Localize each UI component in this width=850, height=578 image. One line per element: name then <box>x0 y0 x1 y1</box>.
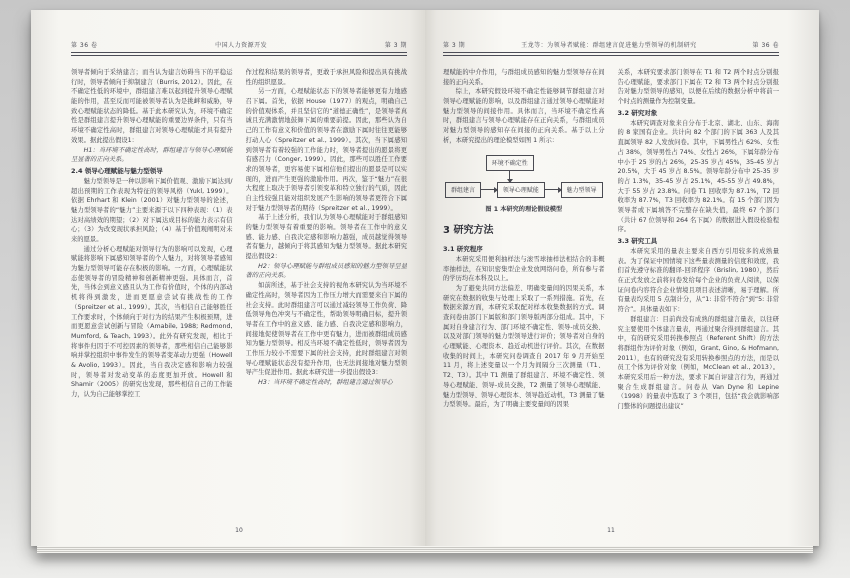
right-arrow-icon <box>481 189 497 190</box>
page-left <box>31 10 425 546</box>
header-rule <box>443 52 779 56</box>
down-arrow-icon <box>509 171 510 182</box>
paragraph: 本研究调查对象来自分布于北京、湖北、山东、海南的 8 家国有企业。共计向 82 个部门的下属 363 人及其直属领导 82 人发放问卷。其中，下属男性占 62%、女性占 38%，领导男性占 74%、女性占 26%，下属年龄分布中小于 25 岁的占 26%，25-35 岁占 45%，35-45 岁占 20.5%，大于 45 岁占 8.5%。领导年龄分布中 25-35 岁的占 1.3%，35-45 岁占 25.1%，45-55 岁占 49.8%，大于 55 岁占 23.8%。问卷 T1 回收率为 87.1%，T2 回收率为 87.7%，T3 回收率为 82.1%。有 15 个部门因为领导者或下属填答不完整存在缺失值，最终 67 个部门（共计 67 位领导和 264 名下属）的数据进入假设检验程序。 <box>617 119 779 234</box>
text-columns-right-page <box>443 68 779 500</box>
page-number-right: 11 <box>607 527 615 534</box>
hypothesis-text: H2：领导心理赋能与群组成员感知的魅力型领导呈显著的正向关系。 <box>245 262 407 280</box>
column-2 <box>618 68 780 500</box>
section-heading: 3.3 研究工具 <box>617 237 658 245</box>
journal-title: 中国人力资源开发 <box>215 42 268 49</box>
section-heading: 2.4 领导心理赋能与魅力型领导 <box>71 166 163 175</box>
model-row-main <box>445 182 603 198</box>
figure-caption: 图 1 本研究的理论假设模型 <box>485 205 563 213</box>
running-header-right <box>443 40 779 49</box>
issue-label: 第 3 期 <box>443 42 466 49</box>
model-node-charismatic-leadership: 魅力型领导 <box>561 182 603 198</box>
paragraph: 关系，本研究要求部门领导在 T1 和 T2 两个时点分别报告心理赋能，要求部门下属在 T2 和 T3 两个时点分别报告对魅力型领导的感知，以便在后续的数据分析中将前一个时点的测量作为控制变量。 <box>617 69 779 106</box>
paragraph: 魅力型领导是一种以影响下属价值观、激励下属达到/超出预期的工作表现为特征的领导风格（Yukl, 1999）。依据 Ehrhart 和 Klein（2001）对魅力型领导的论述，魅力型领导者的“魅力”主要来源于以下四种表现：（1）表达对高绩效的期望；（2）对下属达成目标的能力表示有信心；（3）为改变现状承担风险；（4）基于价值观阐明对未来的愿景。 <box>71 177 233 243</box>
paragraph: 群组建言：目前尚没有成熟的群组建言量表，以往研究主要使用个体建言量表，再通过聚合得到群组建言。其中，有的研究采用转换参照点（Referent Shift）的方法将群组作为评价对象（例如，Grant, Gino, & Hofmann, 2011），也有的研究没有采用转换参照点的方法，而是以员工个体为评价对象（例如，McClean et al., 2013）。本研究采用后一种方法，要求下属自评建言行为，再通过聚合生成群组建言。问卷从 Van Dyne 和 Lepine（1998）的量表中选取了 3 个项目，包括“我会就影响部门整体的问题提出建议” <box>617 315 779 410</box>
paragraphs-before-figure <box>443 68 605 146</box>
figure-theoretical-model <box>445 155 603 213</box>
model-node-leader-psych-empowerment: 领导心理赋能 <box>497 182 545 198</box>
paragraph: 通过分析心理赋能对领导行为的影响可以发现，心理赋能将影响下属感知领导者的个人魅力，对将领导者感知为魅力型领导可能存在积极的影响。一方面，心理赋能状态使领导者的冒险精神和创新精神更强。具体而言，首先，当体会到意义感且认为工作有价值时，个体的内部动机将得到激发，进而更愿意尝试有挑战性的工作（Spreitzer et al., 1999）。其次，当相信自己能够胜任工作要求时，个体倾向于对行为的结果产生积极预期，进而更愿意尝试创新与冒险（Amabile, 1988; Redmond, Mumford, & Teach, 1993）。此外有研究发现，相比于将事件归因于不可控因素的领导者，那些相信自己能够影响并掌控组织中事件发生的领导者变革动力更强（Howell & Avolio, 1993）。因此，当自我决定感和影响力较强时，领导者对发动变革的态度更加开放。Howell 和 Shamir（2005）的研究也发现，那些相信自己的工作能力，认为自己能够掌控工 <box>71 245 233 398</box>
hypothesis-text: H1：当环境不确定性高时，群组建言与领导心理赋能呈显著的正向关系。 <box>71 146 233 164</box>
section-heading: 3.2 研究对象 <box>617 108 658 117</box>
section-heading: 3 研究方法 <box>443 224 494 236</box>
volume-label: 第 36 卷 <box>752 42 779 49</box>
model-node-group-voice: 群组建言 <box>445 182 481 198</box>
paragraph: 为了避免共同方法偏差、明确变量间的因果关系，本研究在数据的收集与处理上采取了一系列措施。首先，在数据来源方面，本研究采取配对样本收集数据的方式。调查问卷由部门下属版和部门领导版两部分组成。其中，下属对自身建言行为、部门环境不确定性、领导-成员交换、以及对部门领导的魅力型领导进行评价；领导者对自身的心理赋能、心理资本、趋近动机进行评价。其次，在数据收集的时间上，本研究问卷调查自 2017 年 9 月开始至 11 月，将上述变量以一个月为间隔分三次测量（T1、T2、T3）。其中 T1 测量了群组建言、环境不确定性、领导心理赋能、领导-成员交换，T2 测量了领导心理赋能、魅力型领导、领导心理资本、领导趋近动机，T3 测量了魅力型领导。最后，为了明确主要变量间的因果 <box>443 284 605 409</box>
text-columns-left-page <box>71 68 407 500</box>
issue-label: 第 3 期 <box>384 42 407 49</box>
running-header-left <box>71 40 407 49</box>
column-1 <box>71 68 233 500</box>
paragraph: 另一方面，心理赋能状态下的领导者能够更有力地感召下属。首先，依据 House（1977）的观点，明确自己的价值观体系，并且坚信它的“道德正确性”，是领导者真诚且充满激情地鼓舞下属的重要前提。因此，那些认为自己的工作有意义和价值的领导者在激励下属时往往更能够打动人心（Spreitzer et al., 1999）。其次，当下属感知到领导者有着较强的工作能力时，领导者提出的愿景将更有感召力（Conger, 1999）。因此，那些可以胜任工作要求的领导者，更容易使下属相信他们提出的愿景是可以实现的，进而产生更强的激励作用。再次，鉴于“魅力”在很大程度上取决于领导者引领变革和特立独行的气质，因此自主性较强且能对组织发展产生影响的领导者更符合下属对于魅力型领导者的期待（Spreitzer et al., 1999）。 <box>245 88 407 212</box>
volume-label: 第 36 卷 <box>71 42 98 49</box>
article-running-title: 王龙等：为领导者赋能：群组建言促进魅力型领导的机制研究 <box>521 42 697 49</box>
open-pages <box>31 10 819 546</box>
page-number-left: 10 <box>235 527 243 534</box>
paragraph: 领导者倾向于采纳建言；而当认为建言妨碍当下的平稳运行时，领导者倾向于抑制建言（Burris, 2012）。因此，在不确定性低的环境中，群组建言难以起到提升领导心理赋能的作用，甚至反而可能被领导者认为是挑衅和威胁，导致心理赋能状态的降低。基于此本研究认为，环境不确定性是群组建言提升领导心理赋能的重要边界条件，只有当环境不确定性高时，群组建言对领导心理赋能才具有提升效果。据此提出假设1： <box>71 69 233 144</box>
column-1 <box>443 68 605 500</box>
section-heading: 3.1 研究程序 <box>443 244 483 253</box>
paragraph: 如前所述，基于社会支持的视角本研究认为当环境不确定性高时，领导者因为工作压力增大而需要来自下属的社会支持。此时群组建言可以通过减轻领导工作负荷、降低领导角色冲突与不确定性，帮助领导明确目标，提升领导者在工作中的意义感、能力感、自我决定感和影响力，间接地促使领导者在工作中更有魅力，进而被群组成员感知为魅力型领导。相反当环境不确定性低时，领导者因为工作压力较小不需要下属的社会支持，此时群组建言对领导心理赋能状态没有提升作用，也无法间接地对魅力型领导产生促进作用。据此本研究进一步提出假设3： <box>245 282 407 377</box>
paragraph: 作过程和结果的领导者，更敢于承担风险和提出具有挑战性的组织愿景。 <box>245 69 407 86</box>
model-node-environment-uncertainty: 环境不确定性 <box>486 155 534 171</box>
book-spread <box>31 10 819 556</box>
hypothesis-text: H3：当环境不确定性高时，群组建言通过领导心 <box>258 379 393 386</box>
model-row-moderator <box>443 155 589 171</box>
column-2 <box>246 68 408 500</box>
paragraphs-after-figure <box>443 223 605 410</box>
paragraph: 综上，本研究假设环境不确定性能够调节群组建言对领导心理赋能的影响，以及群组建言通过领导心理赋能对魅力型领导的间接作用。具体而言，当环境不确定性高时，群组建言与领导心理赋能存在正向关系，与群组成员对魅力型领导的感知存在间接的正向关系。基于以上分析，本研究提出的理论模型如图 1 所示： <box>443 88 605 144</box>
paragraph: 基于上述分析，我们认为领导心理赋能对于群组感知的魅力型领导有着重要的影响。领导者在工作中的意义感、能力感、自我决定感和影响力越强，成员越觉得领导者有魅力，越倾向于将其感知为魅力型领导。据此本研究提出假设2： <box>245 214 407 261</box>
stacked-page-edges <box>37 546 813 553</box>
right-arrow-icon <box>545 189 561 190</box>
paragraph: 本研究采用便利抽样法与滚雪球抽样法相结合的非概率抽样法，在知识密集型企业发放网络问卷，所有参与者的学历均在本科及以上。 <box>443 255 605 283</box>
header-rule <box>71 52 407 56</box>
moderation-arrow <box>443 171 589 182</box>
paragraph: 本研究采用的量表主要来自西方引用较多的成熟量表。为了保证中国情境下这些量表测量的信度和效度，我们首先遵守标准的翻译-回译程序（Brislin, 1980），然后在正式发放之前将问卷发给每个企业的负责人阅读，以保证问卷内容符合企业情境且项目表述清晰，易于理解。所有量表均采用 5 点制计分，从“1: 非常不符合”到“5: 非常符合”。具体量表如下： <box>617 248 779 314</box>
page-right <box>425 10 819 546</box>
paragraph: 理赋能的中介作用，与群组成员感知的魅力型领导存在间接的正向关系。 <box>443 69 605 86</box>
